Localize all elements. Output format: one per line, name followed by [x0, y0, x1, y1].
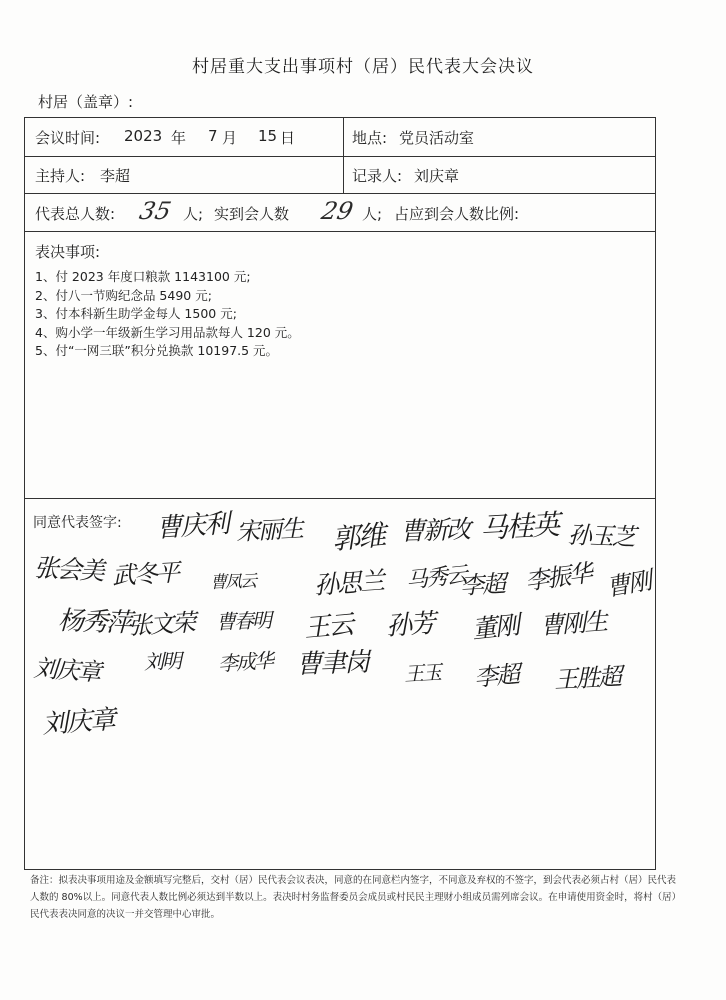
- delegate-signature: 马桂英: [479, 507, 559, 545]
- resolution-item: 4、购小学一年级新生学习用品款每人 120 元。: [35, 324, 300, 340]
- attendance-ratio-label: 占应到会人数比例:: [394, 205, 520, 223]
- delegate-signature: 刘庆章: [41, 705, 116, 740]
- recorder-label: 记录人:: [352, 167, 403, 185]
- delegate-signature: 孙芳: [385, 608, 436, 642]
- footnote: 备注：拟表决事项用途及金额填写完整后，交村（居）民代表会议表决，同意的在同意栏内签字，不同意及弃权的不签字，到会代表必须占村（居）民代表人数的 80%以上。同意代表人数比例必须达到半数以上。表决时村务监督委员会成员或村民民主理财小组成员需列席会议。在申请使用资金时，将村（居）民代表表决同意的决议一并交管理中心审批。: [30, 875, 682, 920]
- total-delegates-label: 代表总人数:: [35, 205, 116, 223]
- resolution-item: 5、付“一网三联”积分兑换款 10197.5 元。: [35, 343, 279, 358]
- delegate-signature: 曹聿岗: [295, 647, 369, 680]
- resolution-item: 1、付 2023 年度口粮款 1143100 元;: [35, 269, 251, 284]
- seal-label: 村居（盖章）:: [38, 93, 134, 111]
- row-divider: [24, 498, 656, 499]
- table-border-top: [24, 117, 656, 118]
- delegate-signature: 刘明: [143, 648, 181, 674]
- present-label: 实到会人数: [214, 205, 290, 223]
- delegate-signature: 曹春明: [215, 608, 271, 634]
- meeting-day-unit: 日: [280, 129, 296, 147]
- resolution-table: [24, 117, 656, 870]
- delegate-signature: 曹新改: [399, 514, 470, 546]
- delegate-signature: 曹庆利: [155, 509, 230, 544]
- delegate-signature: 李超: [472, 660, 520, 692]
- row-divider: [24, 193, 656, 194]
- delegate-signature: 武冬平: [111, 558, 179, 590]
- delegate-signature: 宋丽生: [235, 514, 303, 546]
- present-value: 29: [319, 197, 356, 225]
- delegate-signature: 曹凤云: [209, 571, 256, 593]
- resolutions-label: 表决事项:: [35, 243, 101, 261]
- host-value: 李超: [100, 167, 131, 185]
- row-divider: [24, 231, 656, 232]
- meeting-year-unit: 年: [171, 129, 187, 147]
- delegate-signature: 张会美: [33, 553, 104, 586]
- table-border-right: [655, 117, 656, 870]
- delegate-signature: 王云: [302, 609, 354, 644]
- total-delegates-value: 35: [137, 197, 174, 225]
- meeting-year: 2023: [124, 127, 163, 145]
- signatures-label: 同意代表签字:: [33, 515, 122, 531]
- place-value: 党员活动室: [399, 129, 475, 147]
- resolution-item: 2、付八一节购纪念品 5490 元;: [35, 287, 212, 303]
- delegate-signature: 张文荣: [127, 608, 195, 640]
- delegate-signature: 孙思兰: [313, 566, 384, 600]
- present-unit: 人;: [362, 205, 383, 223]
- delegate-signature: 孙玉芝: [567, 521, 635, 552]
- delegate-signature: 郭维: [330, 518, 386, 556]
- delegate-signature: 王胜超: [553, 662, 621, 694]
- row-divider: [24, 156, 656, 157]
- resolution-item: 3、付本科新生助学金每人 1500 元;: [35, 306, 237, 321]
- meeting-time-label: 会议时间:: [35, 129, 101, 147]
- delegate-signature: 王玉: [403, 660, 441, 686]
- host-label: 主持人:: [35, 167, 86, 185]
- meeting-month: 7: [208, 127, 218, 145]
- delegate-signature: 李成华: [217, 648, 273, 676]
- table-border-bottom: [24, 869, 656, 870]
- place-label: 地点:: [352, 129, 388, 147]
- table-border-left: [24, 117, 25, 870]
- delegate-signature: 曹刚: [604, 566, 653, 602]
- delegate-signature: 马秀云: [404, 562, 468, 594]
- resolution-items-list: [35, 268, 300, 361]
- document-title: 村居重大支出事项村（居）民代表大会决议: [192, 57, 534, 77]
- delegate-signature: 李振华: [523, 558, 593, 596]
- total-delegates-unit: 人;: [183, 205, 204, 223]
- meeting-month-unit: 月: [222, 129, 238, 147]
- delegate-signature: 刘庆章: [32, 654, 101, 687]
- delegate-signature: 李超: [459, 569, 505, 600]
- delegate-signature: 杨秀萍: [57, 606, 131, 639]
- recorder-value: 刘庆章: [414, 167, 460, 185]
- column-divider: [343, 117, 344, 194]
- delegate-signature: 董刚: [470, 610, 520, 644]
- delegate-signature: 曹刚生: [539, 607, 607, 640]
- meeting-day: 15: [258, 127, 278, 145]
